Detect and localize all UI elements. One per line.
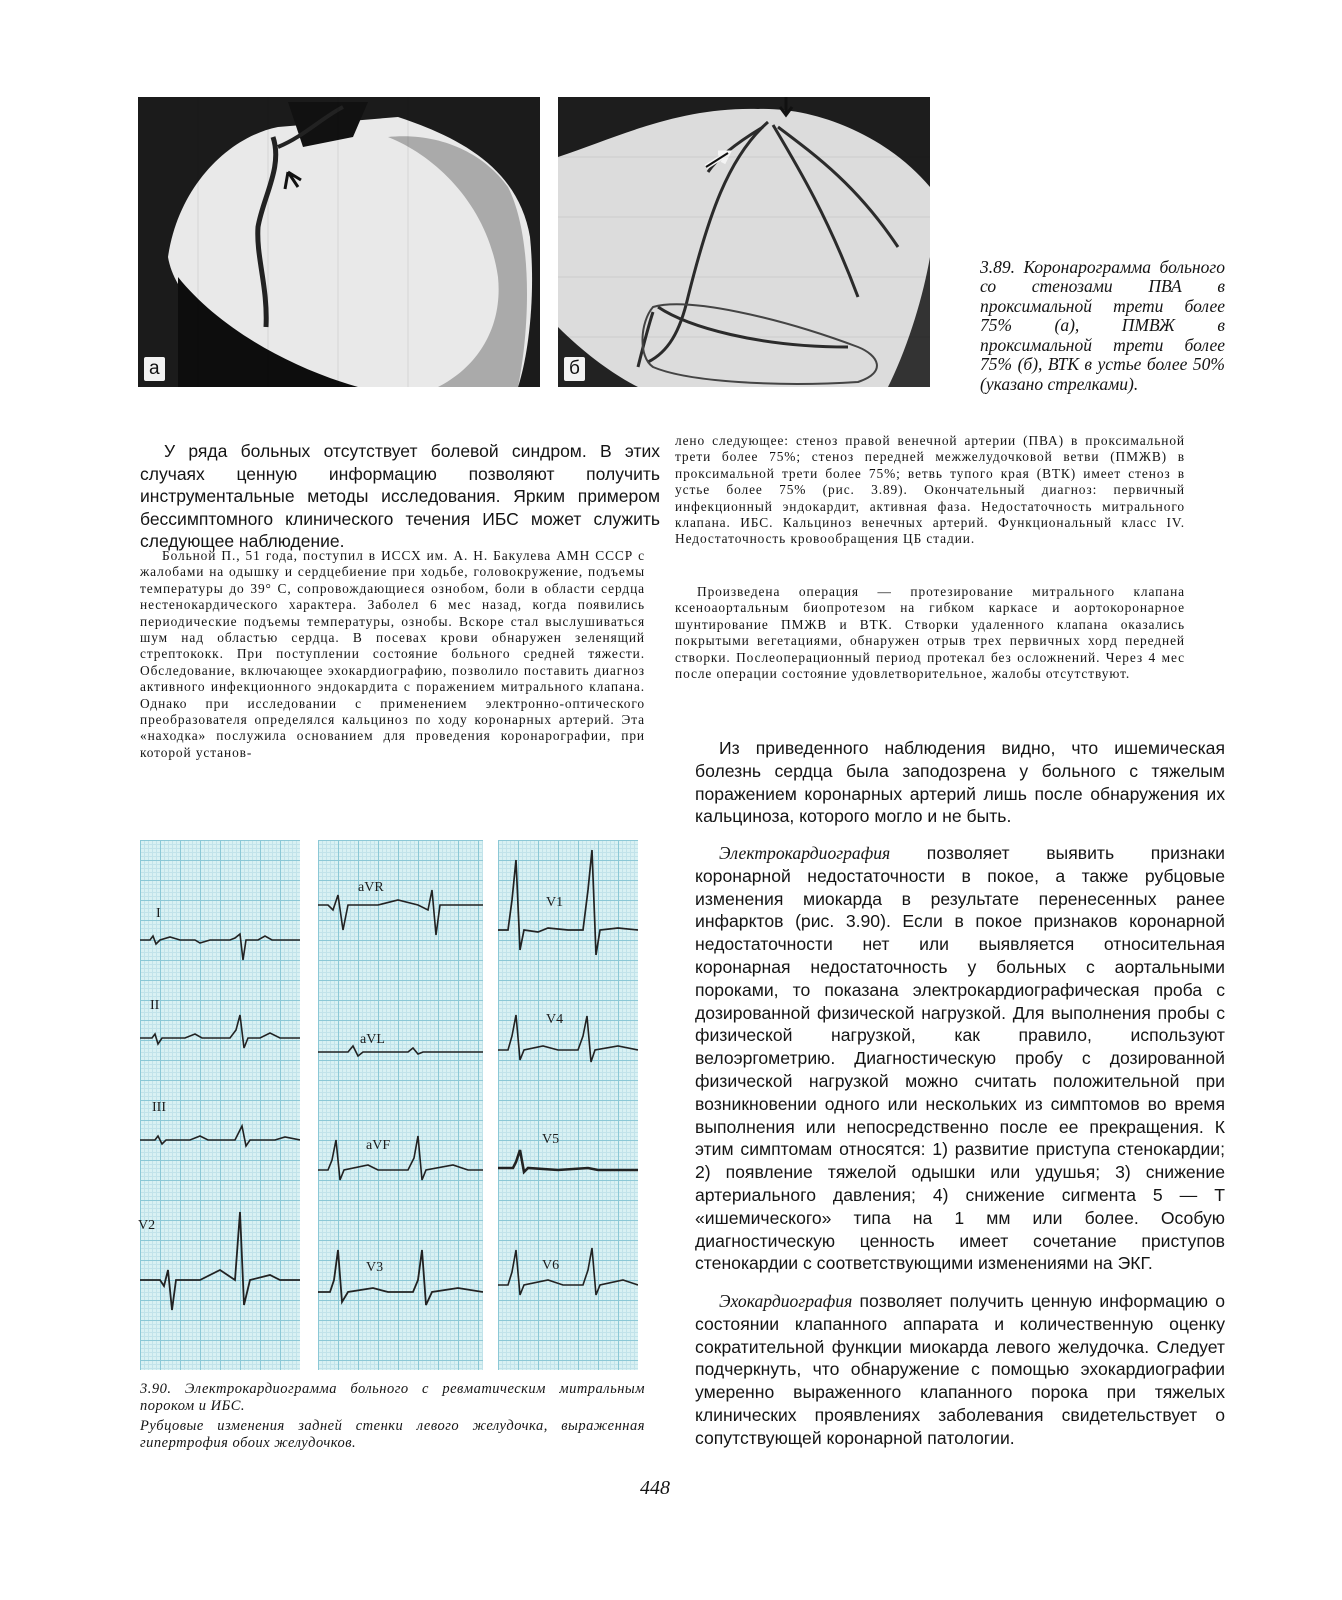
ecg-trace-lead-II <box>140 1015 300 1048</box>
ecg-trace-lead-V3 <box>318 1250 483 1305</box>
ecg-panel-limb-leads <box>140 840 300 1370</box>
lead-paragraph: У ряда больных отсутствует болевой синдром. В этих случаях ценную информацию позволяют получить инструментальные методы исследования. Ярким примером бессимптомного клинического течения ИБС может служить следующее наблюдение. <box>140 441 660 552</box>
plate-label-a: а <box>144 357 165 381</box>
angiogram-b-image <box>558 97 930 387</box>
lead-label-V2: V2 <box>138 1218 156 1233</box>
ecg-term: Электрокардиография <box>719 843 891 863</box>
lead-label-V4: V4 <box>546 1012 564 1027</box>
ecg-panel-precordial-leads <box>498 840 638 1370</box>
echo-paragraph-text: позволяет получить ценную информацию о состоянии клапанного аппарата и количественную оценку сократительной функции миокарда левого желудочка. Следует подчеркнуть, что обнаружение с помощью эхокардиографии умеренно выраженного клапанного порока при тяжелых клинических проявлениях заболевания свидетельствует о сопутствующей коронарной патологии. <box>695 1291 1225 1448</box>
ecg-traces-right <box>498 840 638 1370</box>
ecg-trace-lead-V6 <box>498 1248 638 1295</box>
figure-390-caption-note: Рубцовые изменения задней стенки левого желудочка, выраженная гипертрофия обоих желудочков. <box>140 1418 645 1451</box>
angiogram-b <box>558 97 930 387</box>
ecg-trace-lead-V5 <box>498 1150 638 1172</box>
ecg-trace-lead-V2 <box>140 1212 300 1310</box>
ecg-trace-lead-III <box>140 1126 300 1146</box>
page-number: 448 <box>640 1477 670 1499</box>
ecg-trace-lead-aVF <box>318 1136 483 1180</box>
echo-paragraph <box>695 1290 1225 1450</box>
ecg-trace-lead-V1 <box>498 850 638 955</box>
lead-label-V5: V5 <box>542 1132 560 1147</box>
angiogram-a <box>138 97 540 387</box>
ecg-trace-lead-I <box>140 934 300 960</box>
ecg-trace-lead-V4 <box>498 1015 638 1062</box>
figure-390-caption-title: 3.90. Электрокардиограмма больного с ревматическим митральным пороком и ИБС. <box>140 1381 645 1414</box>
lead-label-aVL: aVL <box>360 1032 385 1047</box>
ecg-traces-middle <box>318 840 483 1370</box>
plate-label-b: б <box>564 357 585 381</box>
echo-term: Эхокардиография <box>719 1291 853 1311</box>
lead-label-I: I <box>156 906 161 921</box>
lead-label-V3: V3 <box>366 1260 384 1275</box>
lead-label-V1: V1 <box>546 895 564 910</box>
lead-label-III: III <box>152 1100 166 1115</box>
lead-label-aVR: aVR <box>358 880 384 895</box>
operation-paragraph: Произведена операция — протезирование митрального клапана ксеноаортальным биопротезом на гибком каркасе и аортокоронарное шунтирование ПМЖВ и ВТК. Створки удаленного клапана оказались покрытыми вегетациями, обнаружен отрыв трех первичных хорд передней створки. Послеоперационный период протекал без осложнений. Через 4 мес после операции состояние удовлетворительное, жалобы отсутствуют. <box>675 584 1185 682</box>
ecg-paragraph <box>695 842 1225 1275</box>
lead-label-aVF: aVF <box>366 1138 391 1153</box>
case-paragraph: Больной П., 51 года, поступил в ИССХ им. А. Н. Бакулева АМН СССР с жалобами на одышку и сердцебиение при ходьбе, головокружение, подъемы температуры до 39° С, сопровождающиеся ознобом, боли в области сердца нестенокардического характера. Заболел 6 мес назад, когда появились периодические подъемы температуры, ознобы. Вскоре стал выслушиваться шум над областью сердца. В посевах крови обнаружен зеленящий стрептококк. При поступлении состояние больного средней тяжести. Обследование, включающее эхокардиографию, позволило поставить диагноз активного инфекционного эндокардита с поражением митрального клапана. Однако при исследовании с применением электронно-оптического преобразователя определялся кальциноз по ходу коронарных артерий. Эта «находка» послужила основанием для проведения коронарографии, при которой установ- <box>140 548 645 760</box>
angiogram-a-image <box>138 97 540 387</box>
lead-label-V6: V6 <box>542 1258 560 1273</box>
ecg-panel-augmented-leads <box>318 840 483 1370</box>
figure-390-caption <box>140 1381 645 1452</box>
ecg-trace-lead-aVR <box>318 890 483 935</box>
conclusion-paragraph: Из приведенного наблюдения видно, что ишемическая болезнь сердца была заподозрена у больного с тяжелым поражением коронарных артерий лишь после обнаружения их кальциноза, которого могло и не быть. <box>695 738 1225 827</box>
ecg-trace-lead-aVL <box>318 1046 483 1056</box>
lead-label-II: II <box>150 998 160 1013</box>
figure-389-caption: 3.89. Коронарограмма больного со стенозами ПВА в проксимальной трети более 75% (а), ПМВЖ в проксимальной трети более 75% (б), ВТК в устье более 50% (указано стрелками). <box>980 256 1225 394</box>
case-continuation: лено следующее: стеноз правой венечной артерии (ПВА) в проксимальной трети более 75%; стеноз передней межжелудочковой ветви (ПМЖВ) в проксимальной трети более 75%; ветвь тупого края (ВТК) имеет стеноз в устье более 75% (рис. 3.89). Окончательный диагноз: первичный инфекционный эндокардит, активная фаза. Недостаточность митрального клапана. ИБС. Кальциноз венечных артерий. Функциональный класс IV. Недостаточность кровообращения ЦБ стадии. <box>675 433 1185 547</box>
ecg-paragraph-text: позволяет выявить признаки коронарной недостаточности в покое, а также рубцовые изменения миокарда в результате перенесенных ранее инфарктов (рис. 3.90). Если в покое признаков коронарной недостаточности нет или выявляется относительная коронарная недостаточность у больных с аортальными пороками, то показана электрокардиографическая проба с дозированной физической нагрузкой. Для выполнения пробы с физической нагрузкой, как правило, используют велоэргометрию. Диагностическую пробу с дозированной физической нагрузкой можно считать положительной при возникновении одного или нескольких из симптомов во время выполнения или непосредственно после ее прекращения. К этим симптомам относятся: 1) развитие приступа стенокардии; 2) появление тяжелой одышки или удушья; 3) снижение артериального давления; 4) снижение сигмента 5 — T «ишемического» типа на 1 мм или более. Особую диагностическую ценность имеет сочетание приступов стенокардии с соответствующими изменениями на ЭКГ. <box>695 843 1225 1274</box>
